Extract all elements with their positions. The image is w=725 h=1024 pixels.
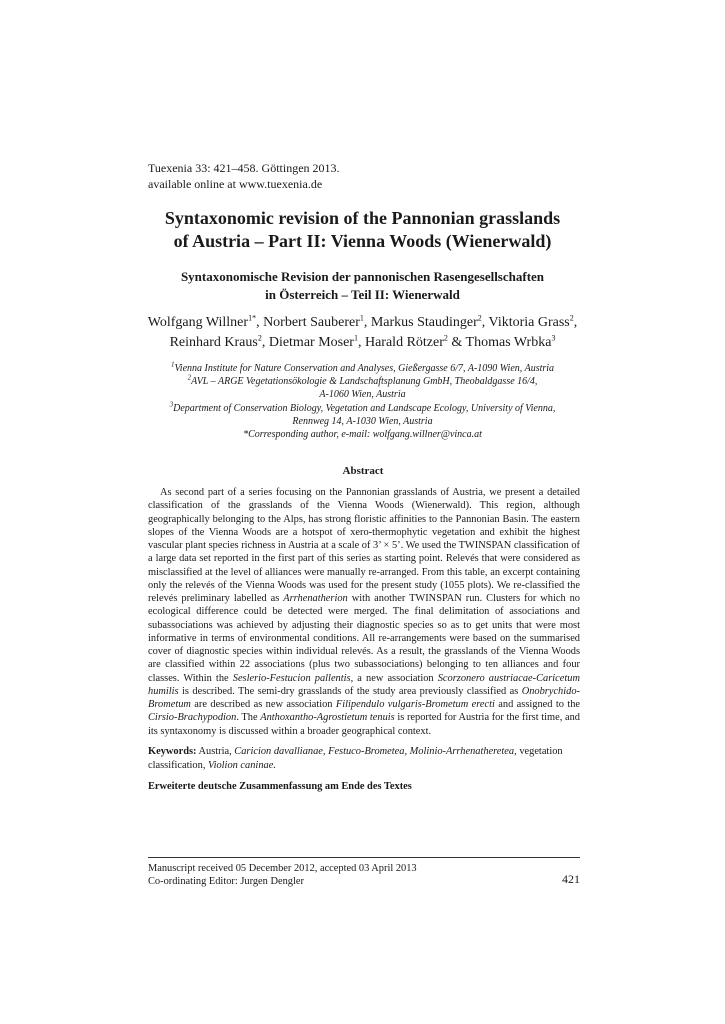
- abstract-text: [148, 486, 580, 738]
- affiliation-3-cont: Rennweg 14, A-1030 Wien, Austria: [292, 415, 433, 427]
- abstract-segment: As second part of a series focusing on the Pannonian grasslands of Austria, we present a detailed classification of the grasslands of the Vienna Woods (Wienerwald). This region, although geographically belonging to the Alps, has strong floristic affinities to the Pannonian Basin. The eastern slopes of the Vienna Woods are a hotspot of xero-thermophytic vegetation and exhibit the highest vascular plant species richness in Austria at a scale of 3’ × 5’. We used the TWINSPAN classification of a large data set reported in the first part of this series as starting point. Relevés that were considered as misclassified at the level of alliances were manually re-arranged. From this table, an excerpt containing only the relevés of the Vienna Woods was used for the present study (1055 plots). We re-classified the relevés preliminary labelled as: [148, 487, 580, 604]
- taxon-name: Anthoxantho-Agrostietum tenuis: [260, 712, 395, 724]
- affiliation-mark: 2: [187, 373, 192, 382]
- keyword-text: Violion caninae.: [208, 759, 276, 771]
- author-separator: ,: [363, 315, 371, 330]
- taxon-name: Cirsio-Brachypodion: [148, 712, 237, 724]
- abstract-segment: and assigned to the: [494, 699, 581, 710]
- paper-subtitle-german: [120, 268, 605, 304]
- author-affiliation-mark: 2: [257, 333, 262, 343]
- footer-notes: [148, 862, 417, 888]
- journal-citation: Tuexenia 33: 421–458. Göttingen 2013.: [148, 161, 340, 175]
- author-name: Markus Staudinger: [370, 315, 478, 330]
- paper-title: [120, 207, 605, 253]
- subtitle-line-2: in Österreich – Teil II: Wienerwald: [265, 287, 460, 302]
- abstract-segment: is described. The semi-dry grasslands of the study area previously classified as: [178, 685, 522, 697]
- author-affiliation-mark: 2: [443, 333, 448, 343]
- keyword-text: Caricion davallianae, Festuco-Brometea, Molinio-Arrhenatheretea: [234, 746, 515, 757]
- affiliation-2-cont: A-1060 Wien, Austria: [319, 389, 406, 401]
- abstract-segment: with another TWINSPAN run. Clusters for which no ecological difference could be detected were merged. The final delimitation of associations and subassociations was achieved by adjusting their diagnostic species so as to get units that were most informative in terms of environmental conditions. All re-arrangements were based on the summarised cover of diagnostic species within individual relevés. As a result, the grasslands of the Vienna Woods are classified within 22 associations (plus two subassociations) belonging to ten alliances and four classes. Within the: [148, 593, 581, 684]
- abstract-segment: . The: [236, 712, 261, 724]
- title-line-1: Syntaxonomic revision of the Pannonian grasslands: [164, 208, 561, 228]
- subtitle-line-1: Syntaxonomische Revision der pannonischen Rasengesellschaften: [180, 269, 545, 284]
- corresponding-author: *Corresponding author, e-mail: wolfgang.willner@vinca.at: [243, 429, 482, 441]
- manuscript-received: Manuscript received 05 December 2012, accepted 03 April 2013: [148, 863, 417, 874]
- author-name: Dietmar Moser: [268, 335, 354, 350]
- author-affiliation-mark: 1: [353, 333, 358, 343]
- affiliation-mark: 1: [170, 360, 175, 369]
- german-summary-note: Erweiterte deutsche Zusammenfassung am Ende des Textes: [148, 781, 412, 792]
- affiliations: [110, 362, 615, 441]
- author-affiliation-mark: 2: [569, 313, 574, 323]
- journal-online-link: available online at www.tuexenia.de: [148, 177, 323, 191]
- author-affiliation-mark: 1*: [248, 313, 257, 323]
- affiliation-3: [110, 402, 615, 415]
- abstract-segment: is reported for Austria for the first time, and its syntaxonomy is discussed within a broader geographical context.: [148, 712, 581, 737]
- abstract-segment: , a new association: [350, 672, 438, 684]
- keywords: [148, 745, 580, 772]
- footer-rule: [148, 857, 580, 858]
- author-separator: ,: [261, 335, 269, 350]
- author-name: Reinhard Kraus: [169, 335, 258, 350]
- affiliation-mark: 3: [169, 400, 174, 409]
- abstract-segment: are described as new association: [190, 699, 336, 710]
- affiliation-2: [110, 375, 615, 388]
- author-separator: ,: [481, 315, 489, 330]
- author-separator: ,: [573, 315, 578, 330]
- affiliation-1: [110, 362, 615, 375]
- affiliation-text: Vienna Institute for Nature Conservation and Analyses, Gießergasse 6/7, A-1090 Wien, Austria: [174, 363, 555, 374]
- author-name: Viktoria Grass: [488, 315, 570, 330]
- affiliation-text: AVL – ARGE Vegetationsökologie & Landschaftsplanung GmbH, Theobaldgasse 16/4,: [191, 376, 538, 388]
- coordinating-editor: Co-ordinating Editor: Jurgen Dengler: [148, 876, 304, 887]
- author-affiliation-mark: 1: [359, 313, 364, 323]
- taxon-name: Filipendulo vulgaris-Brometum erecti: [335, 699, 495, 710]
- taxon-name: Seslerio-Festucion pallentis: [232, 672, 351, 684]
- author-name: Norbert Sauberer: [263, 315, 360, 330]
- keywords-label: Keywords:: [148, 746, 197, 757]
- author-separator: ,: [357, 335, 365, 350]
- affiliation-text: Department of Conservation Biology, Vegetation and Landscape Ecology, University of Vienna,: [173, 402, 556, 414]
- title-line-2: of Austria – Part II: Vienna Woods (Wienerwald): [173, 231, 552, 251]
- abstract-heading: Abstract: [342, 465, 384, 477]
- keyword-text: , vegetation classification,: [148, 746, 563, 771]
- taxon-name: Onobrychido-Brometum: [148, 685, 580, 710]
- keyword-text: Austria,: [196, 746, 235, 757]
- author-affiliation-mark: 2: [477, 313, 482, 323]
- author-name: Wolfgang Willner: [147, 315, 249, 330]
- taxon-name: Arrhenatherion: [283, 593, 348, 604]
- journal-info: [148, 160, 340, 192]
- author-name: Harald Rötzer: [364, 335, 444, 350]
- author-separator: ,: [256, 315, 264, 330]
- author-name: Thomas Wrbka: [465, 335, 552, 350]
- author-separator: &: [447, 335, 466, 350]
- author-line-2: [110, 333, 615, 353]
- author-list: [110, 313, 615, 353]
- taxon-name: Scorzonero austriacae-Caricetum humilis: [148, 672, 580, 697]
- author-line-1: [110, 313, 615, 333]
- author-affiliation-mark: 3: [551, 333, 556, 343]
- page-number: 421: [562, 872, 580, 886]
